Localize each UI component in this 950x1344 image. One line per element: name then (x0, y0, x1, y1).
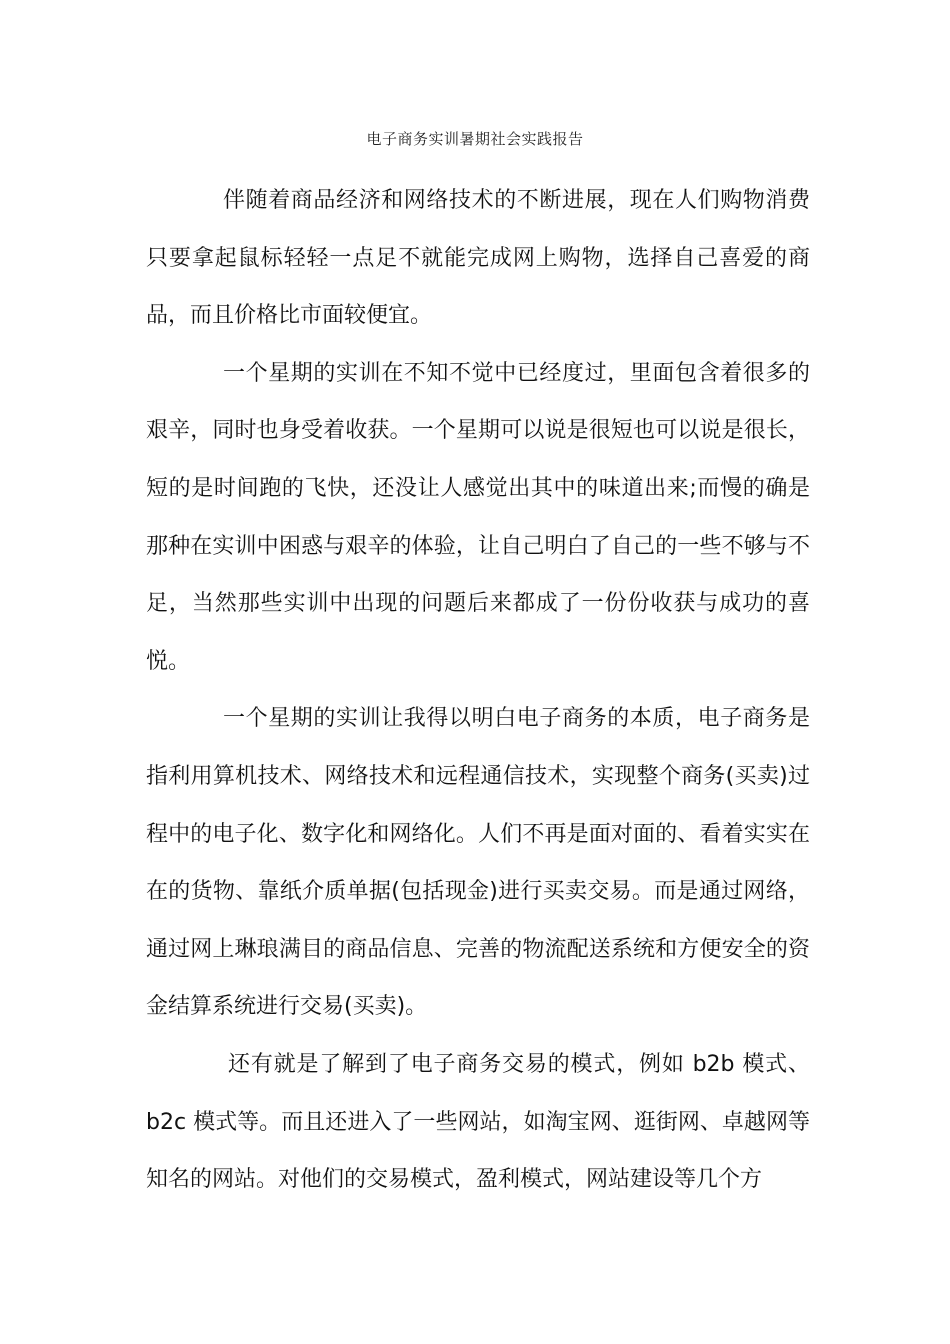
paragraph-2: 一个星期的实训在不知不觉中已经度过，里面包含着很多的艰辛，同时也身受着收获。一个星期可以说是很短也可以说是很长，短的是时间跑的飞快，还没让人感觉出其中的味道出来;而慢的确是那种在实训中困惑与艰辛的体验，让自己明白了自己的一些不够与不足，当然那些实训中出现的问题后来都成了一份份收获与成功的喜悦。 (146, 360, 810, 674)
paragraph-4: 还有就是了解到了电子商务交易的模式，例如 b2b 模式、b2c 模式等。而且还进入了一些网站，如淘宝网、逛街网、卓越网等知名的网站。对他们的交易模式，盈利模式，网站建设等几个方 (146, 1051, 810, 1193)
document-body (146, 172, 810, 1209)
document-title: 电子商务实训暑期社会实践报告 (366, 130, 584, 148)
paragraph-3: 一个星期的实训让我得以明白电子商务的本质，电子商务是指利用算机技术、网络技术和远程通信技术，实现整个商务(买卖)过程中的电子化、数字化和网络化。人们不再是面对面的、看着实实在在的货物、靠纸介质单据(包括现金)进行买卖交易。而是通过网络，通过网上琳琅满目的商品信息、完善的物流配送系统和方便安全的资金结算系统进行交易(买卖)。 (146, 706, 810, 1020)
paragraph-1: 伴随着商品经济和网络技术的不断进展，现在人们购物消费只要拿起鼠标轻轻一点足不就能完成网上购物，选择自己喜爱的商品，而且价格比市面较便宜。 (146, 188, 810, 329)
